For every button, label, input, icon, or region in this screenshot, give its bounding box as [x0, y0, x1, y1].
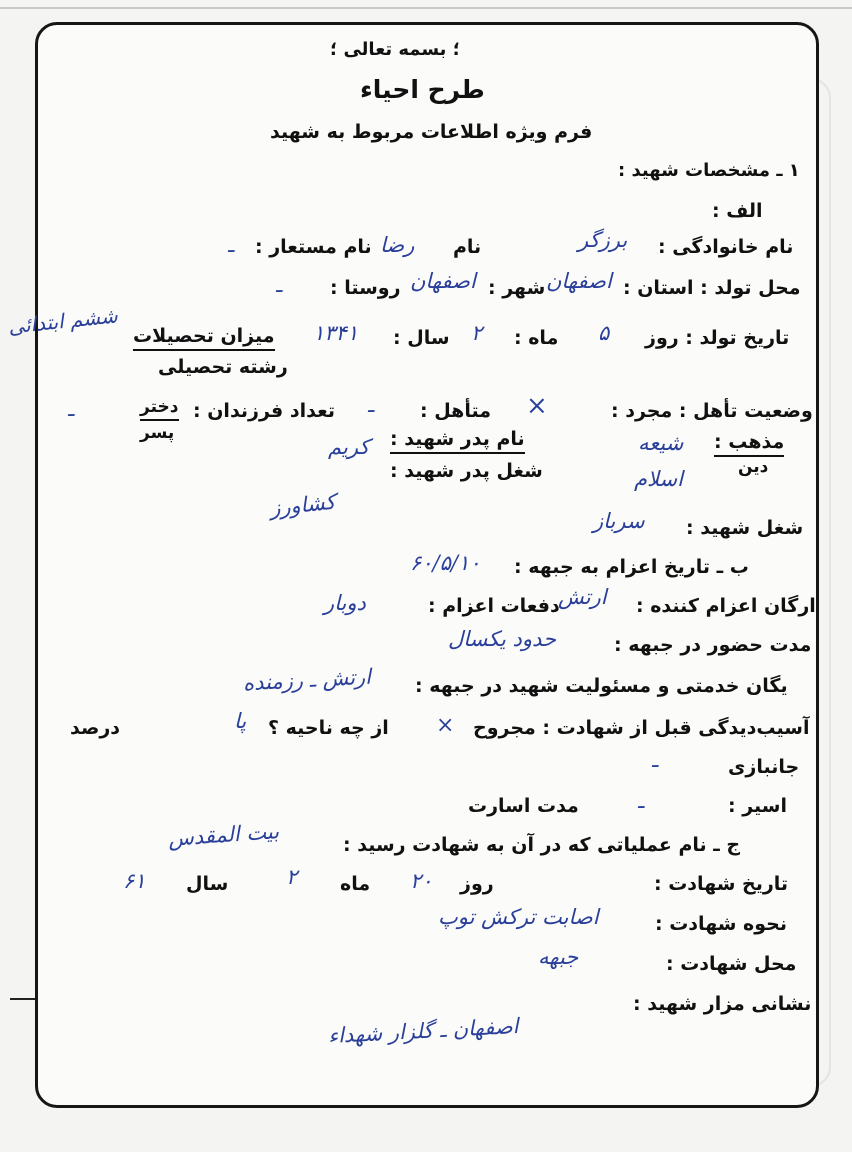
dispatch-date-value: ۶۰/۵/۱۰ — [410, 551, 481, 575]
unit-value: ارتش ـ رزمنده — [242, 664, 372, 696]
dispatch-count-label: دفعات اعزام : — [428, 595, 560, 617]
martyrdom-place-label: محل شهادت : — [666, 953, 797, 975]
family-name-label: نام خانوادگی : — [658, 236, 794, 258]
education-value: ششم ابتدائی — [7, 303, 119, 339]
injury-area-value: پا — [234, 709, 247, 733]
martyrdom-year-value: ۶۱ — [123, 869, 146, 893]
father-job-value: کشاورز — [268, 489, 337, 521]
dispatch-org-label: ارگان اعزام کننده : — [636, 595, 816, 617]
scan-top-edge — [0, 7, 852, 9]
operation-label: ج ـ نام عملیاتی که در آن به شهادت رسید : — [343, 834, 741, 856]
disability-label: جانبازی — [728, 756, 800, 778]
margin-mark — [10, 998, 36, 1000]
birthdate-label: تاریخ تولد : روز — [645, 327, 790, 349]
part-a-label: الف : — [712, 200, 763, 222]
first-name-label: نام — [453, 236, 482, 258]
religion-label: دین — [738, 457, 769, 477]
marital-status-label: وضعیت تأهل : مجرد : — [611, 400, 813, 422]
single-check-mark: × — [526, 391, 548, 421]
father-name-label: نام پدر شهید : — [390, 430, 525, 454]
sect-value: شیعه — [638, 431, 684, 455]
dispatch-org-value: ارتش — [558, 585, 607, 609]
form-subtitle: فرم ویژه اطلاعات مربوط به شهید — [270, 121, 593, 143]
operation-value: بیت المقدس — [167, 819, 280, 851]
form-sheet — [7, 22, 819, 1108]
birth-month-value: ۲ — [471, 321, 483, 345]
section-martyr-profile: ۱ ـ مشخصات شهید : — [618, 160, 800, 181]
city-label: شهر : — [488, 277, 546, 299]
martyrdom-date-label: تاریخ شهادت : — [654, 873, 789, 895]
martyrdom-month-label: ماه — [340, 873, 371, 895]
alias-label: نام مستعار : — [255, 236, 372, 258]
alias-value: ـ — [228, 233, 235, 257]
village-value: ـ — [276, 273, 283, 297]
married-label: متأهل : — [420, 400, 491, 422]
captive-value: ـ — [638, 789, 645, 813]
grave-address-label: نشانی مزار شهید : — [633, 993, 812, 1015]
injury-area-label: از چه ناحیه ؟ — [268, 717, 389, 739]
disability-value: ـ — [652, 748, 659, 772]
grave-address-value: اصفهان ـ گلزار شهداء — [327, 1014, 519, 1048]
daughters-label: دختر — [140, 399, 179, 421]
form-project-title: طرح احیاء — [360, 75, 485, 104]
martyrdom-month-value: ۲ — [286, 865, 298, 889]
dispatch-date-label: ب ـ تاریخ اعزام به جبهه : — [514, 556, 749, 578]
children-value: ـ — [68, 397, 75, 421]
religion-value: اسلام — [634, 467, 683, 491]
birth-year-value: ۱۳۴۱ — [313, 321, 359, 345]
city-value: اصفهان — [410, 269, 476, 293]
village-label: روستا : — [330, 277, 401, 299]
sons-label: پسر — [140, 423, 175, 443]
birthplace-label: محل تولد : استان : — [623, 277, 801, 299]
front-duration-value: حدود یکسال — [448, 627, 557, 651]
martyrdom-manner-label: نحوه شهادت : — [655, 913, 787, 935]
martyrdom-place-value: جبهه — [538, 945, 579, 969]
unit-label: یگان خدمتی و مسئولیت شهید در جبهه : — [415, 675, 788, 697]
injury-label: آسیب‌دیدگی قبل از شهادت : مجروح — [473, 717, 810, 739]
martyr-job-label: شغل شهید : — [686, 517, 804, 539]
birth-day-value: ۵ — [598, 321, 610, 345]
province-value: اصفهان — [546, 269, 612, 293]
father-name-value: کریم — [328, 435, 370, 459]
captive-label: اسیر : — [728, 795, 787, 817]
first-name-value: رضا — [380, 233, 415, 257]
martyrdom-day-label: روز — [460, 873, 494, 895]
percent-label: درصد — [70, 717, 121, 739]
birth-month-label: ماه : — [514, 327, 559, 349]
martyrdom-manner-value: اصابت ترکش توپ — [438, 905, 599, 929]
martyrdom-day-value: ۲۰ — [410, 869, 433, 893]
martyr-job-value: سرباز — [593, 509, 645, 533]
captivity-duration-label: مدت اسارت — [468, 795, 579, 817]
children-count-label: تعداد فرزندان : — [193, 400, 335, 422]
martyrdom-year-label: سال — [186, 873, 229, 895]
education-level-label: میزان تحصیلات — [133, 327, 275, 351]
family-name-value: برزگر — [578, 228, 628, 252]
dispatch-count-value: دوبار — [324, 591, 366, 615]
injured-check-mark: × — [436, 713, 455, 738]
sect-label: مذهب : — [714, 433, 784, 457]
education-field-label: رشته تحصیلی — [158, 356, 288, 378]
father-job-label: شغل پدر شهید : — [390, 460, 543, 482]
birth-year-label: سال : — [393, 327, 450, 349]
married-value: ـ — [368, 393, 375, 417]
front-duration-label: مدت حضور در جبهه : — [614, 634, 812, 656]
invocation: ؛ بسمه تعالی ؛ — [330, 39, 460, 60]
